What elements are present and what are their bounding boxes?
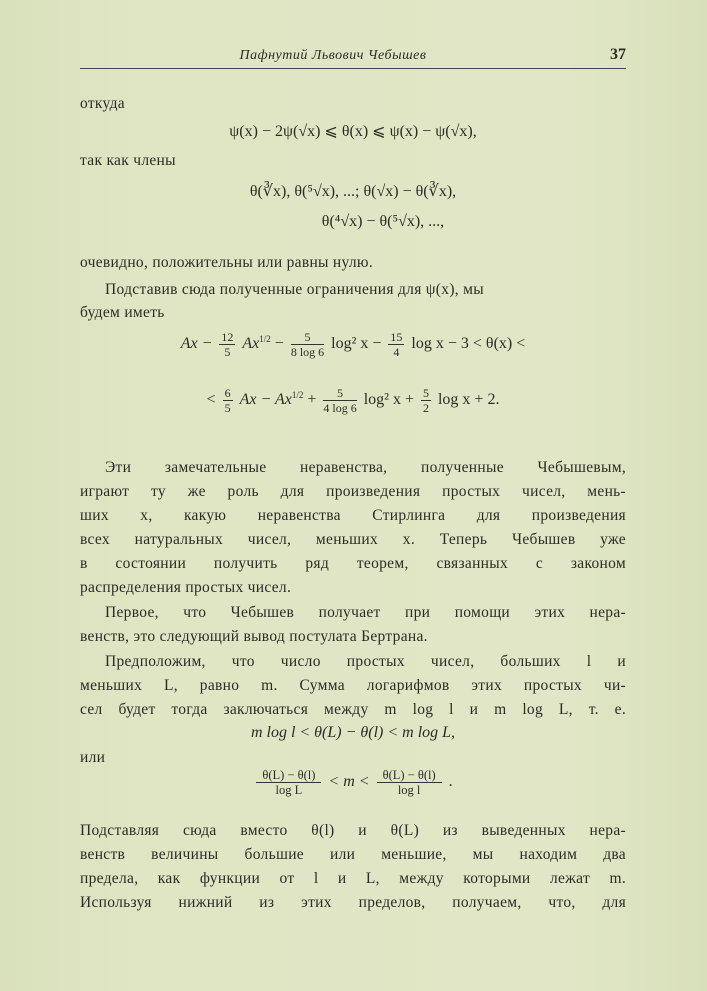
formula-part: .	[448, 773, 453, 791]
fraction	[323, 386, 356, 415]
text-line: всех натуральных чисел, меньших x. Теперь Чебышев уже	[80, 531, 626, 548]
text-line: будем иметь	[80, 304, 165, 321]
text-line: сел будет тогда заключаться между m log l и m log L, т. е.	[80, 701, 626, 718]
exponent: 1/2	[291, 389, 304, 400]
numerator: 6	[224, 386, 231, 400]
formula-theta-lower	[80, 330, 626, 359]
text-line: венств, это следующий вывод постулата Бертрана.	[80, 628, 428, 645]
text-line: в состоянии получить ряд теорем, связанных с законом	[80, 555, 626, 572]
fraction	[219, 330, 235, 359]
formula-part: +	[307, 391, 317, 409]
formula-m-bounds	[80, 768, 626, 797]
text-line: предела, как функции от l и L, между которыми лежат m.	[80, 870, 626, 887]
formula-part: Ax − Ax	[239, 391, 292, 409]
text-line: Подставив сюда полученные ограничения для ψ(x), мы	[105, 281, 484, 298]
numerator: 15	[390, 330, 403, 344]
denominator: log L	[275, 783, 303, 797]
fraction	[223, 386, 233, 415]
denominator: 5	[224, 345, 231, 359]
formula-part: < m <	[328, 773, 370, 791]
text-line: так как члены	[80, 152, 176, 169]
formula-part: log² x −	[331, 335, 382, 353]
denominator: 4 log 6	[323, 401, 357, 415]
text-line: Используя нижний из этих пределов, получаем, что, для	[80, 894, 626, 911]
formula-psi-bounds: ψ(x) − 2ψ(√x) ⩽ θ(x) ⩽ ψ(x) − ψ(√x),	[229, 123, 477, 140]
formula-part: log x − 3 < θ(x) <	[411, 335, 526, 353]
text-line: венств величины большие или меньшие, мы находим два	[80, 846, 626, 863]
running-header	[80, 46, 626, 69]
text-line: или	[80, 749, 106, 766]
text-line: Эти замечательные неравенства, полученные Чебышевым,	[105, 459, 626, 476]
numerator: 12	[221, 330, 234, 344]
text-line: играют ту же роль для произведения простых чисел, мень-	[80, 483, 626, 500]
formula-part: Ax	[242, 335, 260, 353]
denominator: 8 log 6	[290, 345, 325, 359]
formula-theta-terms-1: θ(∛x), θ(⁵√x), ...; θ(√x) − θ(∛x),	[249, 183, 457, 200]
formula-theta-upper	[80, 386, 626, 415]
numerator: 5	[291, 330, 324, 345]
formula-part: log² x +	[363, 391, 414, 409]
text-line: Первое, что Чебышев получает при помощи этих нера-	[105, 604, 626, 621]
numerator: 5	[323, 386, 356, 401]
denominator: 4	[393, 345, 400, 359]
fraction	[256, 768, 321, 797]
fraction	[421, 386, 431, 415]
text-line: Предположим, что число простых чисел, больших l и	[105, 653, 626, 670]
denominator: 5	[224, 401, 231, 415]
text-line: очевидно, положительны или равны нулю.	[80, 254, 373, 271]
fraction	[377, 768, 442, 797]
formula-part: −	[274, 335, 284, 353]
denominator: 2	[422, 401, 429, 415]
page-number: 37	[610, 46, 626, 63]
denominator: log l	[397, 783, 421, 797]
formula-part: Ax −	[180, 335, 213, 353]
fraction	[388, 330, 404, 359]
formula-part: <	[206, 391, 216, 409]
header-title: Пафнутий Львович Чебышев	[239, 48, 427, 63]
text-line: Подставляя сюда вместо θ(l) и θ(L) из выведенных нера-	[80, 822, 626, 839]
numerator: 5	[422, 386, 429, 400]
formula-part: log x + 2.	[437, 391, 500, 409]
exponent: 1/2	[259, 333, 271, 344]
text-line: меньших L, равно m. Сумма логарифмов этих простых чи-	[80, 677, 626, 694]
formula-theta-terms-2: θ(⁴√x) − θ(⁵√x), ...,	[321, 213, 445, 230]
formula-log-bounds: m log l < θ(L) − θ(l) < m log L,	[250, 724, 456, 741]
numerator: θ(L) − θ(l)	[377, 768, 442, 783]
numerator: θ(L) − θ(l)	[256, 768, 321, 783]
text-line: ших x, какую неравенства Стирлинга для произведения	[80, 507, 626, 524]
fraction	[291, 330, 324, 359]
text-line: распределения простых чисел.	[80, 579, 292, 596]
text-line: откуда	[80, 95, 125, 112]
